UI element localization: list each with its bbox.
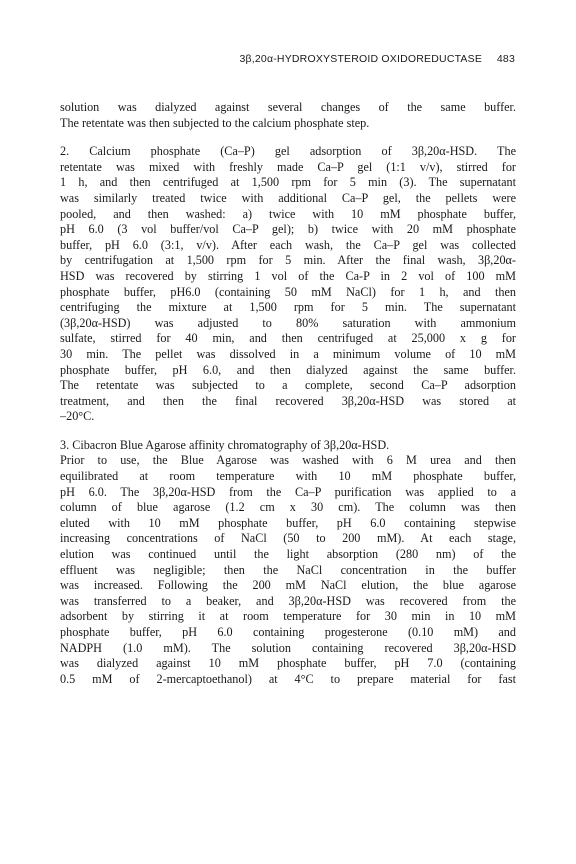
text-line: increasing concentrations of NaCl (50 to 200 mM). At each stage, bbox=[60, 531, 516, 546]
text-line: retentate was mixed with freshly made Ca–P gel (1:1 v/v), stirred for bbox=[60, 159, 516, 174]
text-line: (3β,20α-HSD) was adjusted to 80% saturation with ammonium bbox=[60, 315, 516, 330]
text-line: effluent was negligible; then the NaCl concentration in the buffer bbox=[60, 562, 516, 577]
text-line: phosphate buffer, pH6.0 (containing 50 mM NaCl) for 1 h, and then bbox=[60, 284, 516, 299]
text-line: –20°C. bbox=[60, 409, 95, 424]
paragraph-2 bbox=[60, 144, 516, 425]
text-line: adsorbent by stirring it at room temperature for 30 min in 10 mM bbox=[60, 609, 516, 624]
text-line: 1 h, and then centrifuged at 1,500 rpm for 5 min (3). The supernatant bbox=[60, 175, 516, 190]
text-line: 0.5 mM of 2-mercaptoethanol) at 4°C to prepare material for fast bbox=[60, 671, 516, 686]
text-line: NADPH (1.0 mM). The solution containing recovered 3β,20α-HSD bbox=[60, 640, 516, 655]
text-line: pH 6.0 (3 vol buffer/vol Ca–P gel); b) twice with 20 mM phosphate bbox=[60, 222, 516, 237]
text-line: The retentate was subjected to a complete, second Ca–P adsorption bbox=[60, 378, 516, 393]
text-line: was similarly treated twice with additional Ca–P gel, the pellets were bbox=[60, 190, 516, 205]
text-line: was transferred to a beaker, and 3β,20α-HSD was recovered from the bbox=[60, 593, 516, 608]
text-line: equilibrated at room temperature with 10 mM phosphate buffer, bbox=[60, 469, 516, 484]
text-line: was dialyzed against 10 mM phosphate buffer, pH 7.0 (containing bbox=[60, 656, 516, 671]
text-line: solution was dialyzed against several changes of the same buffer. bbox=[60, 100, 516, 114]
text-line: sulfate, stirred for 40 min, and then centrifuged at 25,000 x g for bbox=[60, 331, 516, 346]
running-head-title: 3β,20α-HYDROXYSTEROID OXIDOREDUCTASE bbox=[239, 53, 483, 65]
running-head bbox=[60, 53, 515, 65]
page-number: 483 bbox=[496, 53, 515, 65]
paragraph-3 bbox=[60, 438, 516, 688]
text-line: HSD was recovered by stirring 1 vol of the Ca-P in 2 vol of 100 mM bbox=[60, 268, 516, 283]
text-line: elution was continued until the light absorption (280 nm) of the bbox=[60, 547, 516, 562]
text-line: phosphate buffer, pH 6.0, and then dialyzed against the same buffer. bbox=[60, 362, 516, 377]
text-line: eluted with 10 mM phosphate buffer, pH 6.0 containing stepwise bbox=[60, 515, 516, 530]
body-text bbox=[60, 100, 516, 687]
text-line: phosphate buffer, pH 6.0 containing progesterone (0.10 mM) and bbox=[60, 625, 516, 639]
text-line: 30 min. The pellet was dissolved in a minimum volume of 10 mM bbox=[60, 346, 516, 361]
paragraph-1 bbox=[60, 100, 516, 131]
section-heading-line: 3. Cibacron Blue Agarose affinity chromatography of 3β,20α-HSD. bbox=[60, 437, 390, 452]
text-line: treatment, and then the final recovered 3β,20α-HSD was stored at bbox=[60, 393, 516, 408]
text-line: centrifuging the mixture at 1,500 rpm for 5 min. The supernatant bbox=[60, 300, 516, 315]
text-line: by centrifugation at 1,500 rpm for 5 min. After the final wash, 3β,20α- bbox=[60, 253, 516, 268]
text-line: pooled, and then washed: a) twice with 10 mM phosphate buffer, bbox=[60, 206, 516, 221]
text-line: The retentate was then subjected to the calcium phosphate step. bbox=[60, 115, 370, 130]
text-line: was increased. Following the 200 mM NaCl elution, the blue agarose bbox=[60, 578, 516, 593]
text-line: buffer, pH 6.0 (3:1, v/v). After each wash, the Ca–P gel was collected bbox=[60, 237, 516, 252]
section-heading-line: 2. Calcium phosphate (Ca–P) gel adsorption of 3β,20α-HSD. The bbox=[60, 144, 516, 159]
text-line: pH 6.0. The 3β,20α-HSD from the Ca–P purification was applied to a bbox=[60, 484, 516, 499]
text-line: Prior to use, the Blue Agarose was washed with 6 M urea and then bbox=[60, 453, 516, 468]
text-line: column of blue agarose (1.2 cm x 30 cm). The column was then bbox=[60, 500, 516, 515]
